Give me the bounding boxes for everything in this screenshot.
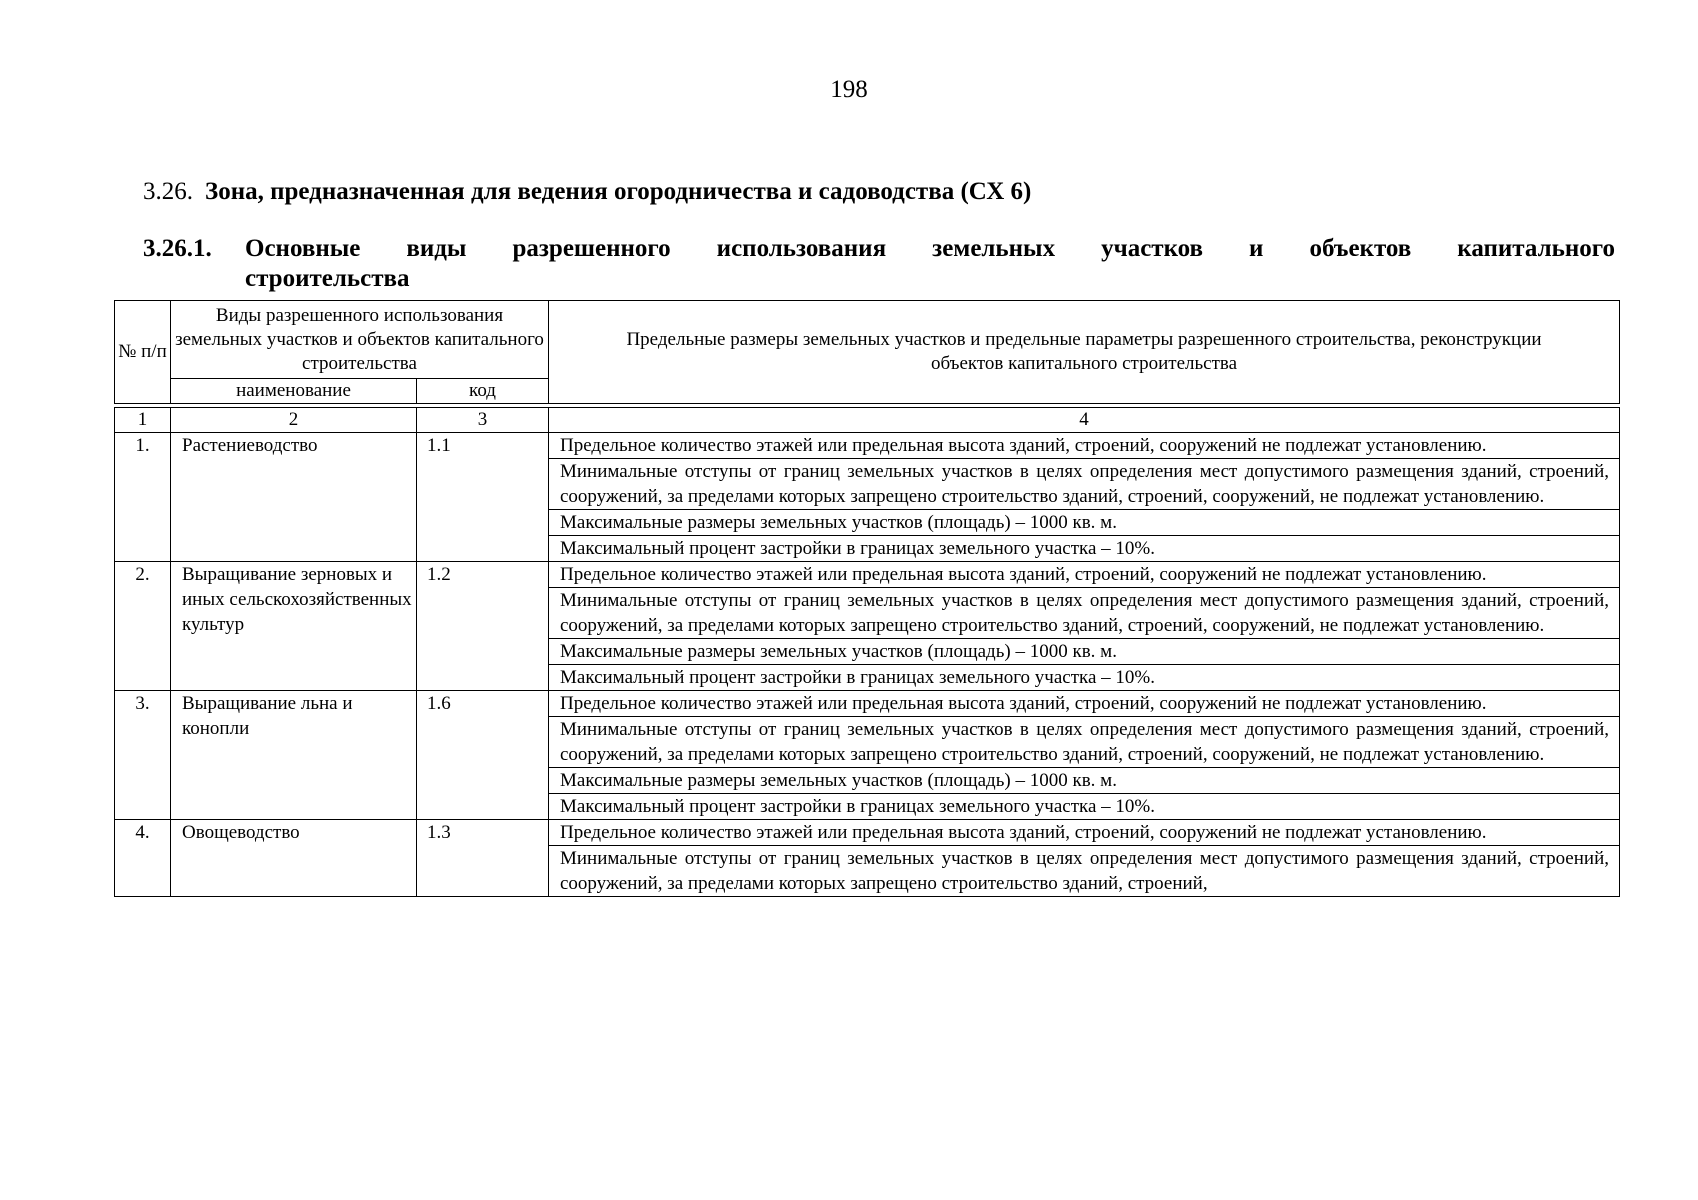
param-cell: Предельное количество этажей или предельная высота зданий, строений, сооружений не подлежат установлению. [549, 433, 1620, 459]
table-row [115, 691, 1620, 717]
row-code: 1.2 [417, 562, 549, 691]
subsection-title-line1: Основные виды разрешенного использования земельных участков и объектов капитального [245, 235, 1615, 262]
param-cell: Максимальные размеры земельных участков (площадь) – 1000 кв. м. [549, 768, 1620, 794]
row-code: 1.3 [417, 820, 549, 897]
param-cell: Предельное количество этажей или предельная высота зданий, строений, сооружений не подлежат установлению. [549, 691, 1620, 717]
row-name: Выращивание зерновых и иных сельскохозяйственных культур [171, 562, 417, 691]
table-row [115, 433, 1620, 459]
section-heading [143, 178, 1031, 206]
column-number: 1 [115, 408, 171, 433]
column-number: 2 [171, 408, 417, 433]
param-cell: Максимальный процент застройки в границах земельного участка – 10%. [549, 794, 1620, 820]
param-cell: Минимальные отступы от границ земельных участков в целях определения мест допустимого размещения зданий, строений, сооружений, за пределами которых запрещено строительство зданий, строений, сооружений, не подлежат установлению. [549, 459, 1620, 510]
header-code: код [417, 379, 549, 404]
table-body [114, 407, 1620, 897]
header-name: наименование [171, 379, 417, 404]
column-numbers-row [115, 408, 1620, 433]
header-params: Предельные размеры земельных участков и предельные параметры разрешенного строительства, реконструкции объектов капитального строительства [549, 301, 1620, 404]
subsection-number: 3.26.1. [143, 235, 212, 262]
row-number: 4. [115, 820, 171, 897]
page-number: 198 [830, 76, 868, 103]
header-types: Виды разрешенного использования земельных участков и объектов капитального строительства [171, 301, 549, 379]
row-name: Овощеводство [171, 820, 417, 897]
param-cell: Максимальный процент застройки в границах земельного участка – 10%. [549, 665, 1620, 691]
section-number: 3.26. [143, 178, 193, 205]
param-cell: Предельное количество этажей или предельная высота зданий, строений, сооружений не подлежат установлению. [549, 820, 1620, 846]
param-cell: Максимальные размеры земельных участков (площадь) – 1000 кв. м. [549, 639, 1620, 665]
param-cell: Максимальный процент застройки в границах земельного участка – 10%. [549, 536, 1620, 562]
row-name: Выращивание льна и конопли [171, 691, 417, 820]
row-code: 1.1 [417, 433, 549, 562]
param-cell: Минимальные отступы от границ земельных участков в целях определения мест допустимого размещения зданий, строений, сооружений, за пределами которых запрещено строительство зданий, строений, сооружений, не подлежат установлению. [549, 588, 1620, 639]
row-number: 1. [115, 433, 171, 562]
table-row [115, 820, 1620, 846]
table-row [115, 562, 1620, 588]
subsection-title-line2: строительства [245, 265, 410, 292]
param-cell: Минимальные отступы от границ земельных участков в целях определения мест допустимого размещения зданий, строений, сооружений, за пределами которых запрещено строительство зданий, строений, [549, 846, 1620, 897]
param-cell: Предельное количество этажей или предельная высота зданий, строений, сооружений не подлежат установлению. [549, 562, 1620, 588]
param-cell: Максимальные размеры земельных участков (площадь) – 1000 кв. м. [549, 510, 1620, 536]
column-number: 3 [417, 408, 549, 433]
param-cell: Минимальные отступы от границ земельных участков в целях определения мест допустимого размещения зданий, строений, сооружений, за пределами которых запрещено строительство зданий, строений, сооружений, не подлежат установлению. [549, 717, 1620, 768]
column-number: 4 [549, 408, 1620, 433]
row-number: 3. [115, 691, 171, 820]
row-name: Растениеводство [171, 433, 417, 562]
header-num: № п/п [115, 301, 171, 404]
table-header [114, 300, 1620, 404]
row-code: 1.6 [417, 691, 549, 820]
section-title: Зона, предназначенная для ведения огородничества и садоводства (СХ 6) [205, 178, 1032, 205]
row-number: 2. [115, 562, 171, 691]
